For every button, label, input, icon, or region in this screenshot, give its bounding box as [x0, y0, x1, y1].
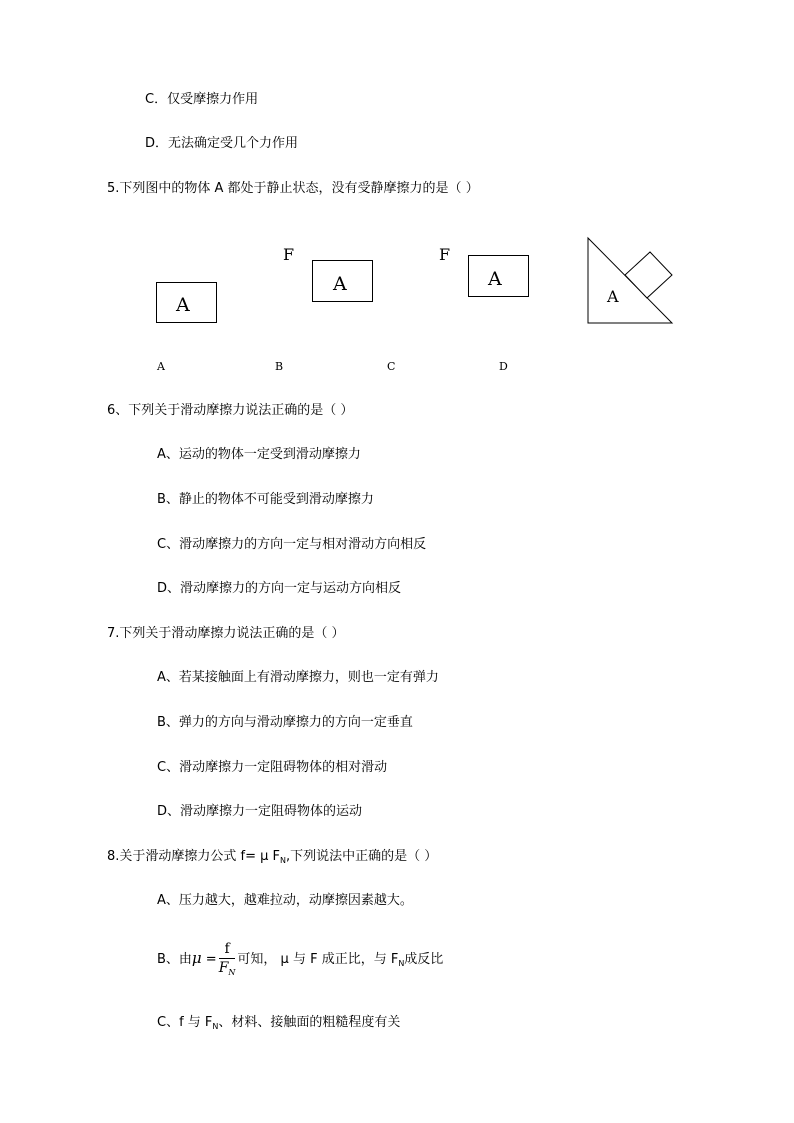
- q8-option-b-text-end: 成反比: [404, 952, 444, 967]
- q7-option-d: D、滑动摩擦力一定阻碍物体的运动: [157, 804, 363, 819]
- q4-option-c: C．仅受摩擦力作用: [145, 92, 259, 107]
- q8-option-b-text: 可知， μ 与 F 成正比，与 F: [237, 952, 399, 967]
- q6-option-b: B、静止的物体不可能受到滑动摩擦力: [157, 492, 374, 507]
- figure-d-incline: [580, 232, 680, 332]
- q7-stem: 7.下列关于滑动摩擦力说法正确的是（ ）: [107, 626, 345, 641]
- figure-c-force-label: F: [439, 245, 451, 264]
- figure-caption-c: C: [387, 360, 396, 373]
- figure-d-block-label: A: [607, 287, 619, 306]
- figure-c-block-label: A: [488, 268, 502, 290]
- figure-caption-d: D: [499, 360, 508, 373]
- q8-option-c-subscript: N: [212, 1022, 219, 1031]
- q8-option-b: [157, 938, 443, 978]
- q4-option-d: D．无法确定受几个力作用: [145, 136, 299, 151]
- q8-formula-fraction: [219, 940, 236, 979]
- q6-stem: 6、下列关于滑动摩擦力说法正确的是（ ）: [107, 403, 354, 418]
- figure-b-force-label: F: [283, 245, 295, 264]
- q8-option-c-text: C、f 与 F: [157, 1015, 213, 1030]
- q6-option-a: A、运动的物体一定受到滑动摩擦力: [157, 447, 361, 462]
- figure-caption-a: A: [157, 360, 165, 373]
- q8-formula-numerator: f: [219, 940, 236, 959]
- q8-option-c-text-end: 、材料、接触面的粗糙程度有关: [218, 1015, 401, 1030]
- q6-option-d: D、滑动摩擦力的方向一定与运动方向相反: [157, 581, 402, 596]
- figure-b-block-label: A: [333, 273, 347, 295]
- figure-caption-b: B: [275, 360, 284, 373]
- q8-formula-denominator: $F_N$: [218, 960, 236, 977]
- q6-option-c: C、滑动摩擦力的方向一定与相对滑动方向相反: [157, 537, 427, 552]
- q8-formula-denominator-subscript: N: [228, 968, 236, 977]
- q8-stem-text-end: ,下列说法中正确的是（ ）: [286, 849, 438, 864]
- q8-stem: [107, 848, 437, 867]
- q7-option-c: C、滑动摩擦力一定阻碍物体的相对滑动: [157, 760, 388, 775]
- q8-formula-mu: μ: [191, 949, 202, 967]
- q8-stem-subscript: N: [280, 856, 287, 865]
- q7-option-b: B、弹力的方向与滑动摩擦力的方向一定垂直: [157, 715, 413, 730]
- q8-option-b-subscript: N: [398, 959, 405, 968]
- q5-stem: 5.下列图中的物体 A 都处于静止状态，没有受静摩擦力的是（ ）: [107, 181, 479, 196]
- q8-stem-text: 8.关于滑动摩擦力公式 f= μ F: [107, 849, 281, 864]
- q8-option-b-prefix: B、由: [157, 952, 192, 967]
- q7-option-a: A、若某接触面上有滑动摩擦力，则也一定有弹力: [157, 670, 439, 685]
- q8-formula-equals: =: [201, 952, 217, 967]
- q8-option-c: [157, 1014, 400, 1033]
- figure-a-block-label: A: [176, 294, 190, 316]
- q8-option-a: A、压力越大，越难拉动，动摩擦因素越大。: [157, 893, 413, 908]
